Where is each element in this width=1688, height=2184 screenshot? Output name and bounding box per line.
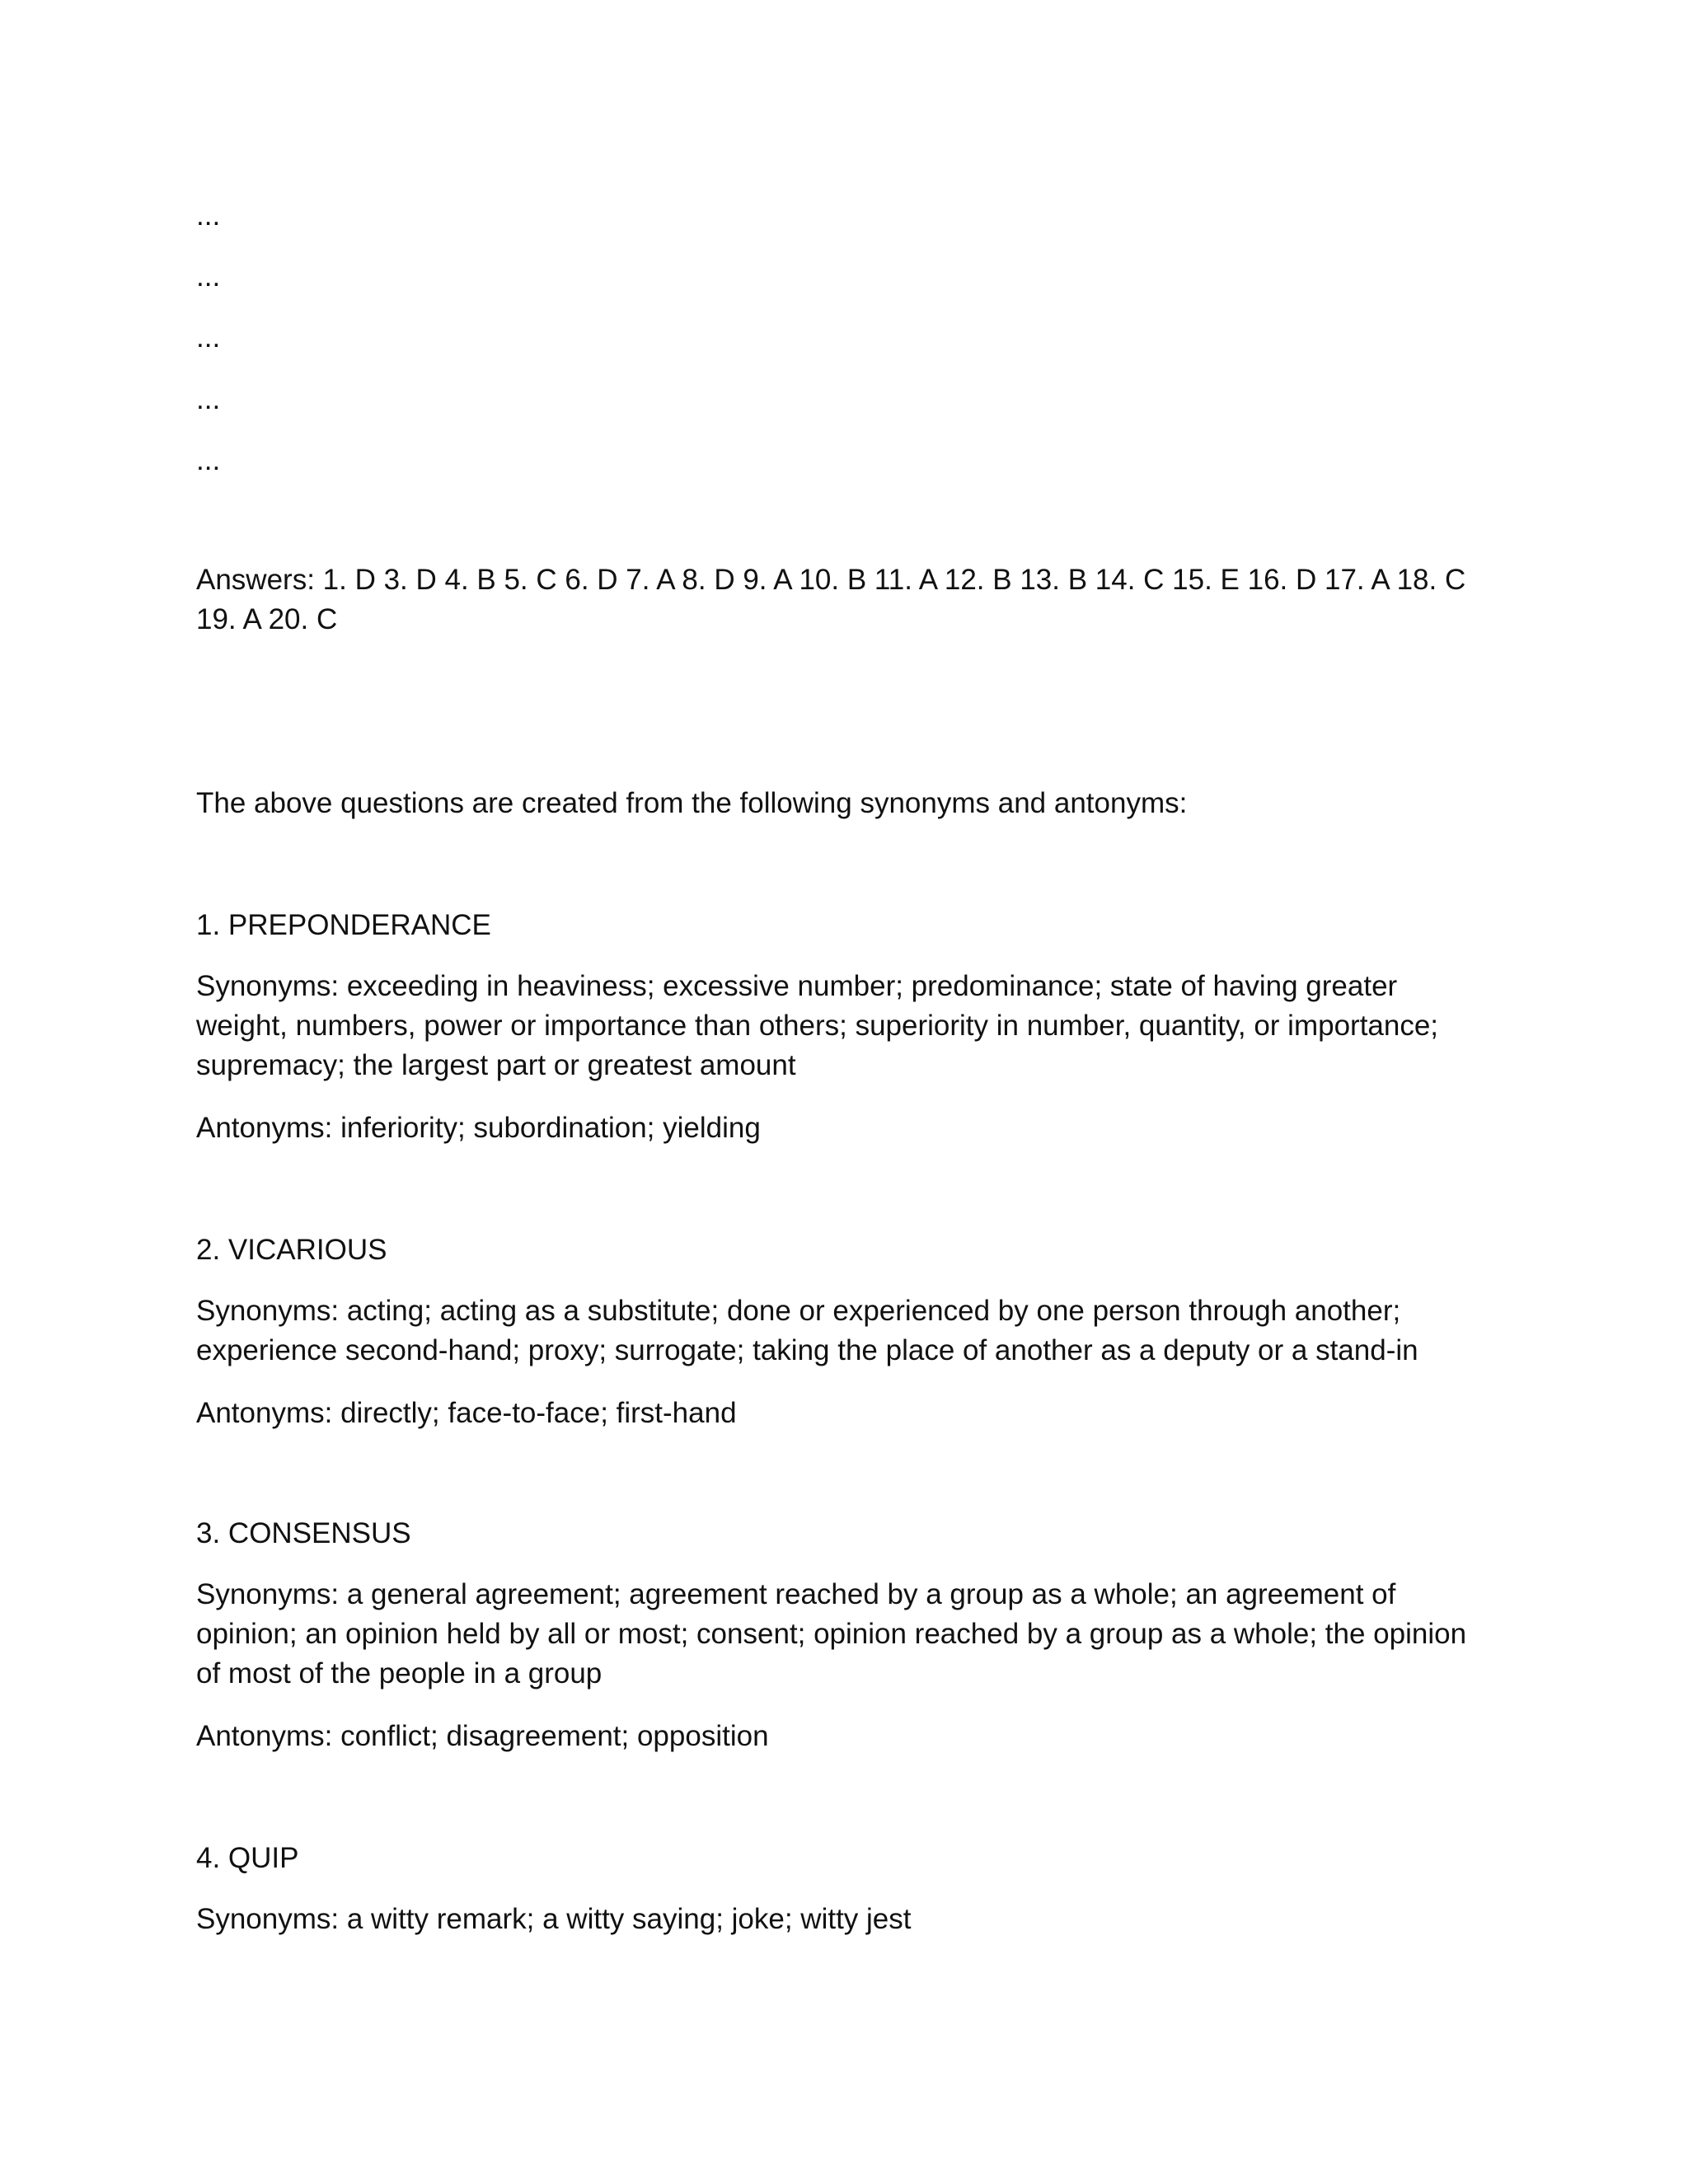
- ellipsis-line: ...: [196, 444, 221, 476]
- entry-synonyms: Synonyms: exceeding in heaviness; excessive number; predominance; state of having greater weight, numbers, power or importance than others; superiority in number, quantity, or importance; supremacy; the largest part or greatest amount: [196, 970, 1439, 1081]
- ellipsis-line: ...: [196, 321, 221, 354]
- entry-synonyms: Synonyms: acting; acting as a substitute; done or experienced by one person through another; experience second-hand; proxy; surrogate; taking the place of another as a deputy or a stand-in: [196, 1295, 1418, 1366]
- entry-heading: 3. CONSENSUS: [196, 1517, 411, 1549]
- entry-heading: 1. PREPONDERANCE: [196, 909, 491, 941]
- entry-synonyms: Synonyms: a general agreement; agreement reached by a group as a whole; an agreement of opinion; an opinion held by all or most; consent; opinion reached by a group as a whole; the opinion of most of the people in a group: [196, 1578, 1467, 1690]
- entry-synonyms: Synonyms: a witty remark; a witty saying; joke; witty jest: [196, 1903, 912, 1935]
- ellipsis-line: ...: [196, 260, 221, 293]
- entry-antonyms: Antonyms: conflict; disagreement; opposition: [196, 1720, 769, 1752]
- entry-heading: 2. VICARIOUS: [196, 1234, 387, 1266]
- entry-heading: 4. QUIP: [196, 1842, 299, 1874]
- ellipsis-line: ...: [196, 199, 221, 232]
- entry-antonyms: Antonyms: inferiority; subordination; yielding: [196, 1112, 761, 1144]
- answer-key: Answers: 1. D 3. D 4. B 5. C 6. D 7. A 8. D 9. A 10. B 11. A 12. B 13. B 14. C 15. E 16. D 17. A 18. C 19. A 20. C: [196, 564, 1466, 635]
- intro-text: The above questions are created from the following synonyms and antonyms:: [196, 787, 1188, 819]
- entry-antonyms: Antonyms: directly; face-to-face; first-hand: [196, 1397, 737, 1429]
- ellipsis-line: ...: [196, 383, 221, 415]
